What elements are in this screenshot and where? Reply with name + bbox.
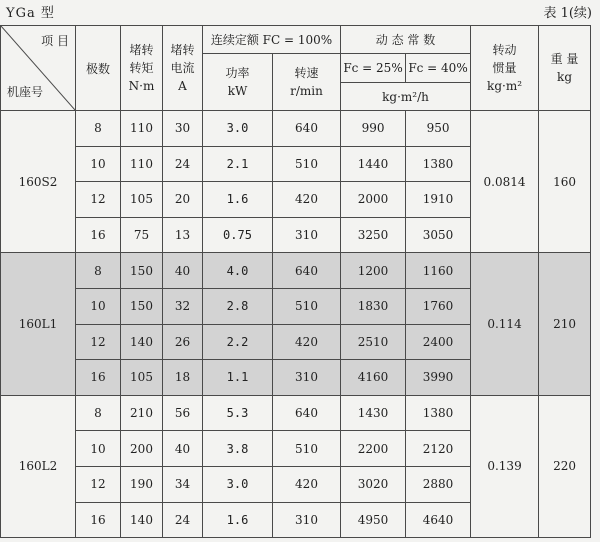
- torque-cell: 140: [121, 502, 163, 538]
- torque-cell: 105: [121, 360, 163, 396]
- poles-cell: 8: [76, 111, 121, 147]
- header-power: 功率 kW: [203, 54, 273, 111]
- power-cell: 3.0: [203, 466, 273, 502]
- inertia-cell: 0.0814: [471, 111, 539, 253]
- model-title: YGa 型: [6, 6, 55, 21]
- poles-cell: 16: [76, 502, 121, 538]
- fc25-cell: 4160: [341, 360, 406, 396]
- table-body: [1, 111, 591, 538]
- speed-cell: 420: [273, 324, 341, 360]
- fc40-cell: 3990: [406, 360, 471, 396]
- poles-cell: 12: [76, 324, 121, 360]
- header-fc25: Fc = 25%: [341, 54, 406, 83]
- power-cell: 0.75: [203, 217, 273, 253]
- fc40-cell: 1910: [406, 182, 471, 218]
- fc40-cell: 1760: [406, 288, 471, 324]
- fc25-cell: 4950: [341, 502, 406, 538]
- torque-cell: 210: [121, 395, 163, 431]
- speed-cell: 510: [273, 431, 341, 467]
- poles-cell: 16: [76, 217, 121, 253]
- torque-cell: 110: [121, 146, 163, 182]
- power-cell: 2.8: [203, 288, 273, 324]
- speed-cell: 510: [273, 288, 341, 324]
- torque-cell: 190: [121, 466, 163, 502]
- current-cell: 34: [163, 466, 203, 502]
- fc25-cell: 3020: [341, 466, 406, 502]
- fc25-cell: 3250: [341, 217, 406, 253]
- fc25-cell: 2510: [341, 324, 406, 360]
- current-cell: 32: [163, 288, 203, 324]
- weight-cell: 220: [539, 395, 591, 537]
- fc40-cell: 950: [406, 111, 471, 147]
- inertia-cell: 0.139: [471, 395, 539, 537]
- power-cell: 3.8: [203, 431, 273, 467]
- fc40-cell: 2120: [406, 431, 471, 467]
- fc40-cell: 4640: [406, 502, 471, 538]
- poles-cell: 12: [76, 182, 121, 218]
- header-locked-torque: 堵转 转矩 N·m: [121, 26, 163, 111]
- speed-cell: 420: [273, 466, 341, 502]
- inertia-cell: 0.114: [471, 253, 539, 395]
- fc40-cell: 1380: [406, 395, 471, 431]
- current-cell: 40: [163, 253, 203, 289]
- table-row: [1, 395, 591, 431]
- fc25-cell: 1430: [341, 395, 406, 431]
- table-number: 表 1(续): [543, 6, 592, 21]
- weight-cell: 210: [539, 253, 591, 395]
- header-poles: 极数: [76, 26, 121, 111]
- fc25-cell: 1440: [341, 146, 406, 182]
- current-cell: 56: [163, 395, 203, 431]
- torque-cell: 105: [121, 182, 163, 218]
- weight-cell: 160: [539, 111, 591, 253]
- fc25-cell: 1830: [341, 288, 406, 324]
- poles-cell: 10: [76, 146, 121, 182]
- fc25-cell: 2000: [341, 182, 406, 218]
- fc40-cell: 1160: [406, 253, 471, 289]
- power-cell: 3.0: [203, 111, 273, 147]
- torque-cell: 150: [121, 288, 163, 324]
- poles-cell: 8: [76, 253, 121, 289]
- poles-cell: 10: [76, 288, 121, 324]
- fc40-cell: 3050: [406, 217, 471, 253]
- table-row: [1, 111, 591, 147]
- speed-cell: 310: [273, 360, 341, 396]
- speed-cell: 640: [273, 253, 341, 289]
- current-cell: 18: [163, 360, 203, 396]
- frame-cell: 160S2: [1, 111, 76, 253]
- fc40-cell: 2400: [406, 324, 471, 360]
- header-dynamic-group: 动 态 常 数: [341, 26, 471, 54]
- speed-cell: 640: [273, 395, 341, 431]
- fc25-cell: 1200: [341, 253, 406, 289]
- current-cell: 26: [163, 324, 203, 360]
- power-cell: 2.2: [203, 324, 273, 360]
- header-fc40: Fc = 40%: [406, 54, 471, 83]
- motor-spec-table: [0, 25, 591, 538]
- torque-cell: 140: [121, 324, 163, 360]
- torque-cell: 150: [121, 253, 163, 289]
- corner-label-item: 项 目: [41, 34, 69, 48]
- header-dynamic-unit: kg·m²/h: [341, 83, 471, 111]
- fc25-cell: 2200: [341, 431, 406, 467]
- poles-cell: 10: [76, 431, 121, 467]
- speed-cell: 510: [273, 146, 341, 182]
- fc25-cell: 990: [341, 111, 406, 147]
- header-rated-group: 连续定额 FC = 100%: [203, 26, 341, 54]
- poles-cell: 16: [76, 360, 121, 396]
- fc40-cell: 1380: [406, 146, 471, 182]
- power-cell: 4.0: [203, 253, 273, 289]
- power-cell: 1.1: [203, 360, 273, 396]
- speed-cell: 310: [273, 217, 341, 253]
- frame-cell: 160L2: [1, 395, 76, 537]
- power-cell: 1.6: [203, 502, 273, 538]
- power-cell: 1.6: [203, 182, 273, 218]
- current-cell: 13: [163, 217, 203, 253]
- torque-cell: 200: [121, 431, 163, 467]
- current-cell: 24: [163, 502, 203, 538]
- speed-cell: 420: [273, 182, 341, 218]
- header-speed: 转速 r/min: [273, 54, 341, 111]
- header-locked-current: 堵转 电流 A: [163, 26, 203, 111]
- power-cell: 2.1: [203, 146, 273, 182]
- power-cell: 5.3: [203, 395, 273, 431]
- speed-cell: 640: [273, 111, 341, 147]
- current-cell: 20: [163, 182, 203, 218]
- frame-cell: 160L1: [1, 253, 76, 395]
- current-cell: 24: [163, 146, 203, 182]
- torque-cell: 110: [121, 111, 163, 147]
- poles-cell: 12: [76, 466, 121, 502]
- header-inertia: 转动 惯量 kg·m²: [471, 26, 539, 111]
- torque-cell: 75: [121, 217, 163, 253]
- corner-header-cell: [1, 26, 76, 111]
- header-weight: 重 量 kg: [539, 26, 591, 111]
- poles-cell: 8: [76, 395, 121, 431]
- current-cell: 40: [163, 431, 203, 467]
- corner-label-frame: 机座号: [7, 85, 44, 99]
- table-row: [1, 253, 591, 289]
- speed-cell: 310: [273, 502, 341, 538]
- fc40-cell: 2880: [406, 466, 471, 502]
- current-cell: 30: [163, 111, 203, 147]
